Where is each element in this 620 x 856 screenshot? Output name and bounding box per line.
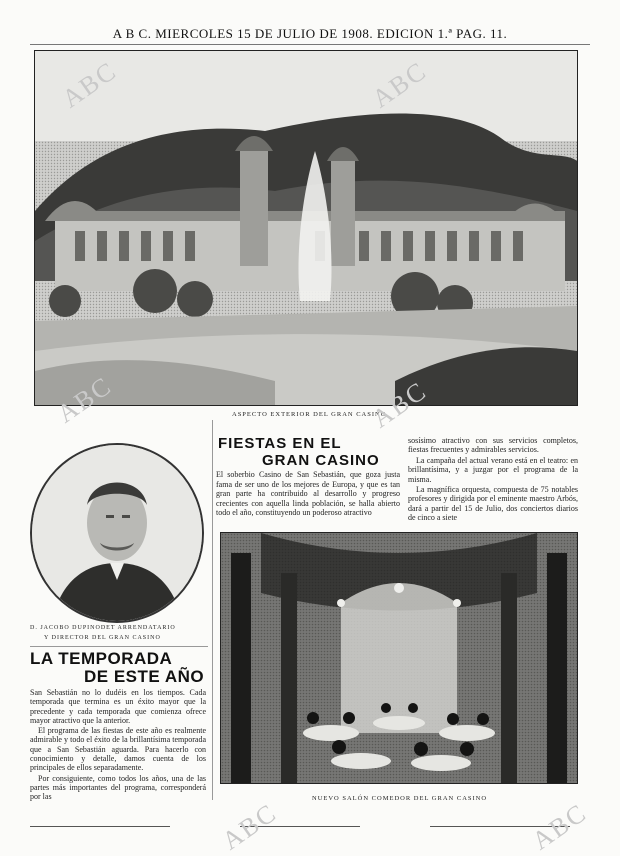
article-right-paragraph: sosísimo atractivo con sus servicios completos, fiestas frecuentes y admirables servicios.: [408, 436, 578, 455]
casino-exterior-illustration: [35, 51, 577, 405]
left-col-rule: [30, 646, 208, 647]
bottom-photo-caption: NUEVO SALÓN COMEDOR DEL GRAN CASINO: [312, 795, 488, 802]
article-center-body: [216, 470, 400, 519]
article-left-paragraph: El programa de las fiestas de este año es realmente admirable y todo el éxito de la brillantísima temporada que a San Sebastián aguarda. Para hacerlo con conocimiento y detalle, damos cuenta de los principales de ellos separadamente.: [30, 726, 206, 773]
page-header: A B C. MIERCOLES 15 DE JULIO DE 1908. EDICION 1.ª PAG. 11.: [112, 26, 508, 41]
abc-watermark: ABC: [366, 55, 433, 114]
abc-watermark: ABC: [216, 797, 283, 856]
article-center-title-2: GRAN CASINO: [262, 452, 380, 469]
abc-watermark: ABC: [366, 375, 433, 434]
article-left-paragraph: Por consiguiente, como todos los años, una de las partes más importantes del programa, corresponderá por las: [30, 773, 206, 802]
casino-exterior-photo: [34, 50, 578, 406]
article-right-paragraph: La campaña del actual verano está en el teatro: en brillantísima, y a juzgar por el programa de la misma.: [408, 455, 578, 484]
article-left-title-1: LA TEMPORADA: [30, 649, 173, 668]
abc-watermark: ABC: [51, 370, 118, 429]
dining-room-photo: [220, 532, 578, 784]
article-center-title-1: FIESTAS EN EL: [218, 435, 342, 452]
article-left-paragraph: San Sebastián no lo dudéis en los tiempos. Cada temporada que termina es un éxito mayor que la precedente y cada temporada que comienza ofrece mayor atractivo que la anterior.: [30, 688, 206, 725]
article-right-paragraph: La magnífica orquesta, compuesta de 75 notables profesores y dirigida por el eminente maestro Arbós, dará a partir del 15 de Julio, dos conciertos diarios de cinco a siete: [408, 485, 578, 523]
header-rule: [30, 44, 590, 45]
top-photo-caption: ASPECTO EXTERIOR DEL GRAN CASINO: [232, 411, 387, 418]
column-divider: [212, 420, 213, 800]
footer-rule-left: [30, 826, 170, 827]
abc-watermark: ABC: [56, 55, 123, 114]
article-center-paragraph: El soberbio Casino de San Sebastián, que goza justa fama de ser uno de los mejores de Europa, y que es tan gran parte ha contribuido al desarrollo y progreso crecientes con aquella linda población, se halla abierto todo el año, constituyendo un poderoso atractivo: [216, 470, 400, 518]
portrait-caption-1: D. JACOBO DUPINODET ARRENDATARIO: [30, 625, 176, 631]
article-left-title-2: DE ESTE AÑO: [84, 667, 205, 686]
portrait-illustration: [32, 445, 202, 621]
article-left-body: [30, 688, 206, 803]
abc-watermark: ABC: [526, 797, 593, 856]
article-right-body: [408, 436, 578, 524]
portrait-photo: [30, 443, 204, 623]
dining-room-illustration: [221, 533, 577, 783]
portrait-caption-2: Y DIRECTOR DEL GRAN CASINO: [44, 635, 161, 641]
